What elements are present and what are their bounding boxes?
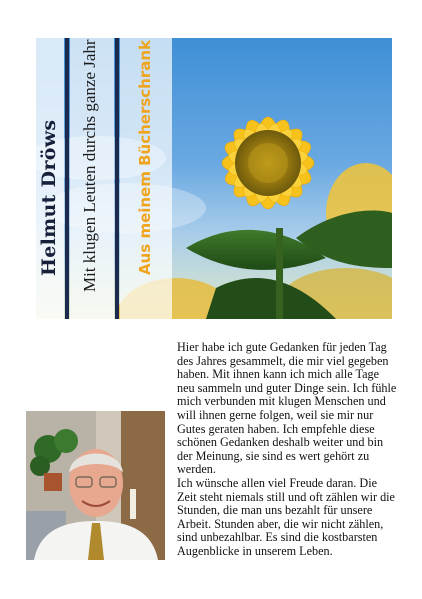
paragraph: Hier habe ich gute Gedanken für jeden Tag des Jahres gesammelt, die mir viel gegeben haben. Mit ihnen kann ich mich alle Tage neu sammeln und guter Dinge sein. Ich fühle mich verbunden mit klugen Menschen und will ihnen gerne folgen, weil sie mir nur Gutes geraten haben. Ich empfehle diese schönen Gedanken deshalb weiter und bin der Meinung, sie sind es wert gehört zu werden. — [177, 340, 397, 477]
author-portrait — [26, 411, 165, 560]
series-title: Aus meinem Bücherschrank — [136, 39, 154, 275]
portrait-photo — [26, 411, 165, 560]
book-cover — [36, 38, 392, 319]
paragraph: Ich wünsche allen viel Freude daran. Die Zeit steht niemals still und oft zählen wir die Stunden, die man uns bezahlt für unsere Arbeit. Stunden aber, die wir nicht zählen, sind unbezahlbar. Es sind die kostbarsten Augenblicke in unserem Leben. — [177, 475, 395, 558]
divider-line — [115, 38, 119, 319]
intro-text — [177, 341, 399, 559]
book-subtitle: Mit klugen Leuten durchs ganze Jahr — [80, 39, 99, 292]
divider-line — [65, 38, 69, 319]
author-name: Helmut Dröws — [38, 119, 60, 276]
